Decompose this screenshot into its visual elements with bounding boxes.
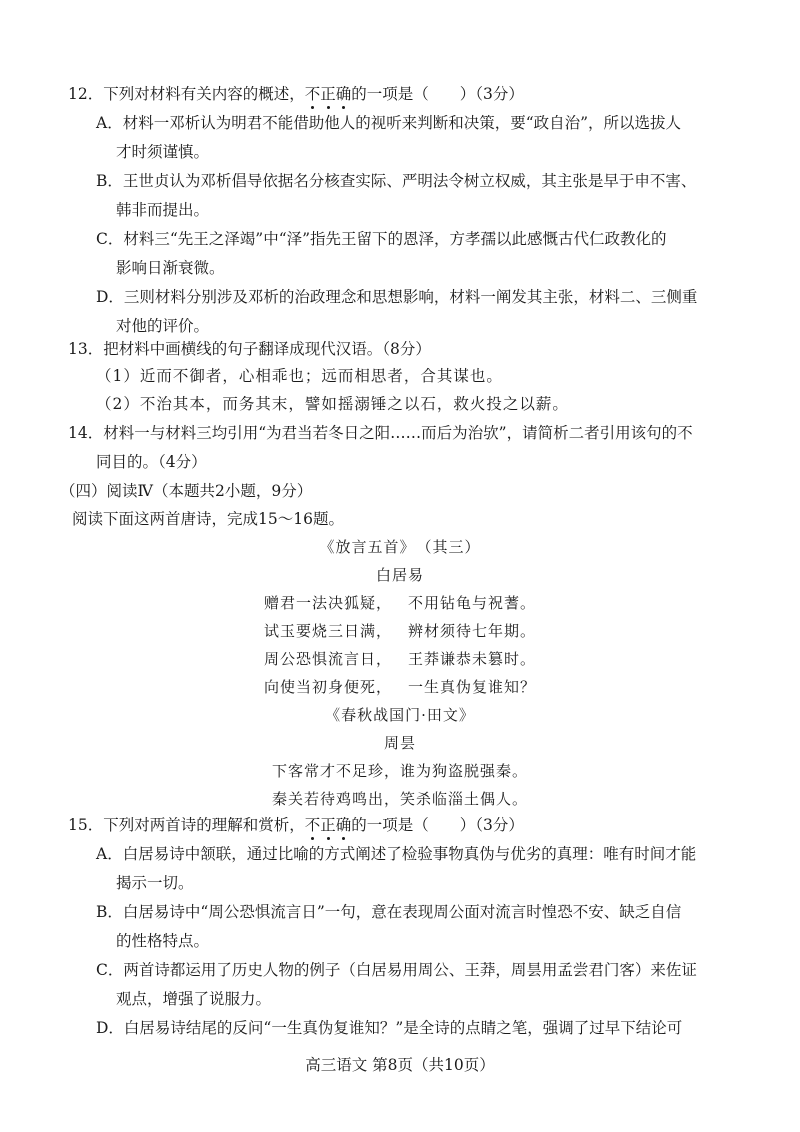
q14-stem-cont: 同目的。（4分） bbox=[96, 453, 207, 471]
poem1-title: 《放言五首》 （其三） bbox=[319, 538, 481, 556]
q13-sentence-2: （2）不治其本，而务其末，譬如摇溺锤之以石，救火投之以薪。 bbox=[96, 395, 569, 413]
poem1-line: 赠君一法决狐疑， 不用钻龟与祝蓍。 bbox=[263, 594, 537, 612]
emphasis-dot: 确 bbox=[335, 85, 352, 103]
poem2-line: 下客常才不足珍，谁为狗盗脱强秦。 bbox=[271, 762, 528, 780]
emphasis-dot: 不 bbox=[304, 816, 321, 834]
q14-stem: 14．材料一与材料三均引用“为君当若冬日之阳……而后为治欤”，请简析二者引用该句的不 bbox=[68, 424, 693, 442]
q15-option-a-cont: 揭示一切。 bbox=[116, 874, 194, 892]
q12-option-d-cont: 对他的评价。 bbox=[116, 317, 210, 335]
q15-option-a: A．白居易诗中颔联，通过比喻的方式阐述了检验事物真伪与优劣的真理：唯有时间才能 bbox=[96, 845, 697, 863]
emphasis-dot: 正 bbox=[320, 85, 336, 103]
page-footer: 高三语文 第8页（共10页） bbox=[305, 1056, 495, 1074]
q15-option-c-cont: 观点，增强了说服力。 bbox=[116, 990, 272, 1008]
poem1-line: 周公恐惧流言日， 王莽谦恭未篡时。 bbox=[263, 650, 537, 668]
poem2-line: 秦关若待鸡鸣出，笑杀临淄土偶人。 bbox=[271, 790, 528, 808]
q12-option-b: B．王世贞认为邓析倡导依据名分核查实际、严明法令树立权威，其主张是早于申不害、 bbox=[96, 172, 697, 190]
poem1-author: 白居易 bbox=[375, 566, 424, 584]
emphasis-dot: 正 bbox=[320, 816, 336, 834]
q12-option-b-cont: 韩非而提出。 bbox=[116, 201, 210, 219]
section-intro: 阅读下面这两首唐诗，完成15～16题。 bbox=[72, 510, 344, 528]
emphasis-dot: 确 bbox=[335, 816, 352, 834]
section-heading: （四）阅读Ⅳ（本题共2小题，9分） bbox=[60, 482, 313, 500]
q12-option-a: A．材料一邓析认为明君不能借助他人的视听来判断和决策，要“政自治”，所以选拔人 bbox=[96, 114, 682, 132]
poem2-author: 周昙 bbox=[383, 734, 416, 752]
q13-stem: 13．把材料中画横线的句子翻译成现代汉语。（8分） bbox=[68, 340, 431, 358]
poem1-line: 向使当初身便死， 一生真伪复谁知？ bbox=[263, 678, 537, 696]
q13-sentence-1: （1）近而不御者，心相乖也；远而相思者，合其谋也。 bbox=[96, 367, 503, 385]
q12-stem: 12．下列对材料有关内容的概述，不正确的一项是（ ）（3分） bbox=[68, 85, 524, 103]
q15-option-c: C．两首诗都运用了历史人物的例子（白居易用周公、王莽，周昙用孟尝君门客）来佐证 bbox=[96, 961, 697, 979]
q12-option-a-cont: 才时须谨慎。 bbox=[116, 143, 210, 161]
q15-option-b: B．白居易诗中“周公恐惧流言日”一句，意在表现周公面对流言时惶恐不安、缺乏自信 bbox=[96, 903, 682, 921]
emphasis-dot: 不 bbox=[304, 85, 321, 103]
poem2-title: 《春秋战国门·田文》 bbox=[325, 706, 475, 724]
q15-option-d: D．白居易诗结尾的反问“一生真伪复谁知？”是全诗的点睛之笔，强调了过早下结论可 bbox=[96, 1019, 683, 1037]
q12-option-c-cont: 影响日渐衰微。 bbox=[116, 259, 225, 277]
poem1-line: 试玉要烧三日满， 辨材须待七年期。 bbox=[263, 622, 537, 640]
q15-stem: 15．下列对两首诗的理解和赏析，不正确的一项是（ ）（3分） bbox=[68, 816, 524, 834]
q12-option-c: C．材料三“先王之泽竭”中“泽”指先王留下的恩泽，方孝孺以此感慨古代仁政教化的 bbox=[96, 230, 667, 248]
q15-option-b-cont: 的性格特点。 bbox=[116, 932, 210, 950]
q12-option-d: D．三则材料分别涉及邓析的治政理念和思想影响，材料一阐发其主张，材料二、三侧重 bbox=[96, 288, 698, 306]
